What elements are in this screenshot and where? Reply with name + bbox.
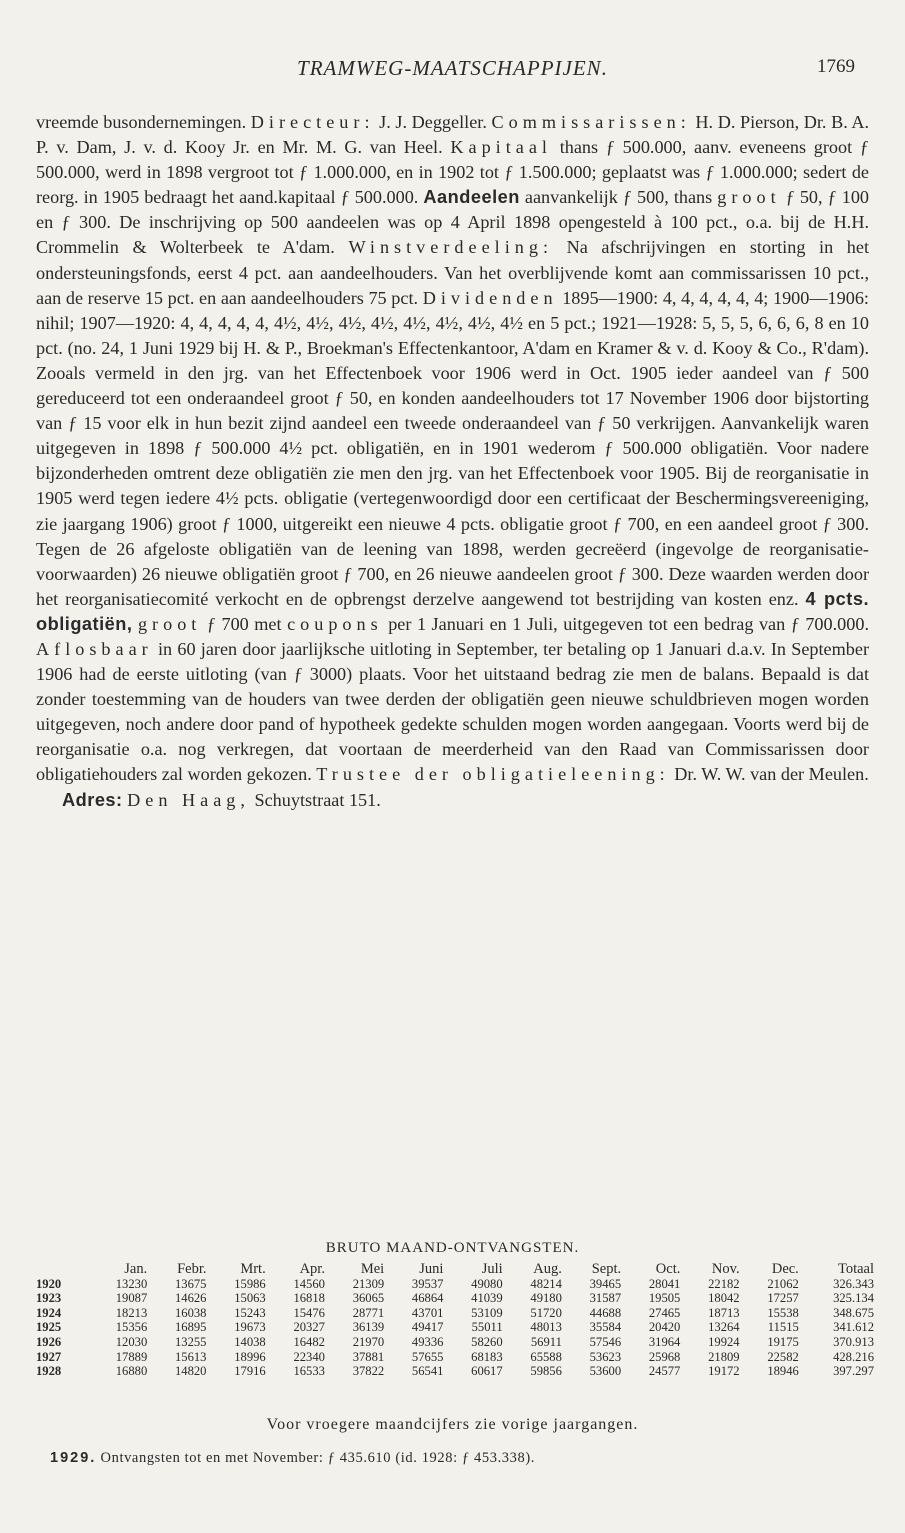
table-cell: 20327 xyxy=(293,1320,325,1335)
table-cell: 48013 xyxy=(530,1320,562,1335)
table-cell: 18946 xyxy=(767,1364,799,1379)
table-cell: 59856 xyxy=(530,1364,562,1379)
table-cell: 326.343 xyxy=(833,1276,874,1291)
table-cell: 41039 xyxy=(471,1291,503,1306)
row-year: 1925 xyxy=(36,1320,62,1335)
column-header: Juli xyxy=(481,1261,503,1277)
column-header: Mei xyxy=(360,1261,385,1277)
table-cell: 43701 xyxy=(411,1305,444,1320)
column-header: Apr. xyxy=(299,1261,325,1277)
table-cell: 13264 xyxy=(708,1320,740,1335)
table-cell: 49080 xyxy=(471,1276,503,1291)
table-cell: 15356 xyxy=(115,1320,148,1335)
table-cell: 28771 xyxy=(352,1305,385,1320)
table-cell: 48214 xyxy=(530,1276,562,1291)
table-cell: 24577 xyxy=(648,1364,681,1379)
table-body xyxy=(34,1277,876,1379)
table-cell: 12030 xyxy=(115,1334,148,1349)
table-cell: 21970 xyxy=(352,1334,385,1349)
table-cell: 22340 xyxy=(293,1349,325,1364)
table-cell: 60617 xyxy=(471,1364,503,1379)
table-cell: 16038 xyxy=(174,1305,207,1320)
column-header: Aug. xyxy=(533,1261,562,1277)
table-cell: 39537 xyxy=(411,1276,444,1291)
table-cell: 18213 xyxy=(115,1305,148,1320)
table-cell: 58260 xyxy=(471,1334,503,1349)
table-cell: 53600 xyxy=(589,1364,622,1379)
table-cell: 16818 xyxy=(293,1291,325,1306)
table-cell: 19673 xyxy=(234,1320,266,1335)
table-cell: 28041 xyxy=(648,1276,681,1291)
table-cell: 18042 xyxy=(708,1291,740,1306)
table-cell: 19505 xyxy=(648,1291,681,1306)
table-cell: 65588 xyxy=(530,1349,562,1364)
keyword-kapitaal: Kapitaal xyxy=(450,137,552,158)
table-cell: 31964 xyxy=(648,1334,681,1349)
table-header-row xyxy=(34,1262,876,1277)
table-cell: 53109 xyxy=(471,1305,503,1320)
table-cell: 37881 xyxy=(352,1349,385,1364)
table-cell: 22182 xyxy=(708,1276,740,1291)
table-row xyxy=(34,1291,876,1306)
table-cell: 16482 xyxy=(293,1334,325,1349)
table-cell: 19172 xyxy=(708,1364,740,1379)
column-header: Jan. xyxy=(124,1261,148,1277)
table-cell: 428.216 xyxy=(833,1349,874,1364)
table-cell: 53623 xyxy=(589,1349,622,1364)
keyword-groot: groot xyxy=(137,613,202,634)
column-header: Sept. xyxy=(591,1261,622,1277)
table-cell: 341.612 xyxy=(833,1320,874,1335)
table-cell: 15476 xyxy=(293,1305,325,1320)
receipts-1929 xyxy=(50,1450,535,1467)
keyword-dividenden: Dividenden xyxy=(422,287,558,308)
column-header: Totaal xyxy=(837,1261,874,1277)
row-year: 1920 xyxy=(36,1276,62,1291)
table-cell: 19175 xyxy=(767,1334,799,1349)
row-year: 1923 xyxy=(36,1291,62,1306)
table-cell: 17916 xyxy=(234,1364,266,1379)
keyword-coupons: coupons xyxy=(287,613,383,634)
body-text xyxy=(36,110,869,813)
main-paragraph xyxy=(36,110,869,788)
keyword-directeur: Directeur: xyxy=(250,112,375,132)
keyword-groot: groot xyxy=(717,187,781,208)
table-cell: 14626 xyxy=(174,1291,207,1306)
table-cell: 49336 xyxy=(411,1334,444,1349)
heading-aandeelen: Aandeelen xyxy=(423,187,520,208)
table-cell: 16880 xyxy=(115,1364,148,1379)
table-cell: 15243 xyxy=(234,1305,266,1320)
keyword-aflosbaar: Aflosbaar xyxy=(36,638,153,659)
text-fragment: Dr. W. W. van der Meulen. xyxy=(674,764,869,785)
table-cell: 36139 xyxy=(352,1320,385,1335)
table-cell: 13255 xyxy=(174,1334,207,1349)
column-header: Nov. xyxy=(711,1261,740,1277)
page-header xyxy=(36,56,869,86)
table-cell: 27465 xyxy=(648,1305,681,1320)
row-year: 1924 xyxy=(36,1305,62,1320)
text-fragment: aanvankelijk ƒ 500, thans xyxy=(524,187,713,208)
receipts-1929-year: 1929. xyxy=(50,1450,97,1466)
revenue-table xyxy=(34,1262,876,1379)
row-year: 1928 xyxy=(36,1364,62,1379)
row-year: 1926 xyxy=(36,1334,62,1349)
heading-obligatien: 4 pcts. obligatiën, xyxy=(36,588,870,634)
table-cell: 397.297 xyxy=(833,1364,874,1379)
column-header: Dec. xyxy=(771,1261,799,1277)
running-title: TRAMWEG-MAATSCHAPPIJEN. xyxy=(297,56,608,80)
text-fragment: per 1 Januari en 1 Juli, uitgegeven tot een bedrag van ƒ 700.000. xyxy=(388,613,869,634)
table-cell: 15063 xyxy=(234,1291,266,1306)
text-fragment: ƒ 700 met xyxy=(206,613,282,634)
table-cell: 14560 xyxy=(293,1276,325,1291)
table-cell: 49417 xyxy=(411,1320,444,1335)
column-header: Juni xyxy=(419,1261,444,1277)
table-cell: 56541 xyxy=(411,1364,444,1379)
table-cell: 17257 xyxy=(767,1291,799,1306)
keyword-commissarissen: Commissarissen: xyxy=(491,112,691,132)
row-year: 1927 xyxy=(36,1349,62,1364)
address-city: Den Haag, xyxy=(127,789,250,810)
table-row xyxy=(34,1364,876,1379)
text-fragment: in 60 jaren door jaarlijksche uitloting in September, ter betaling op 1 Januari d.a.v. In September 1906 had de eerste uitloting (van ƒ 3000) plaats. Voor het uitstaand bedrag zie men de balans. Bepaald is dat zonder toestemming van de houders van twee derden der obligatiën geen nieuwe schuldbrieven mogen worden uitgegeven, noch andere door pand of hypotheek gedekte schulden mogen worden aangegaan. Voorts werd bij de reorganisatie o.a. nog verkregen, dat voortaan de meerderheid van den Raad van Commissarissen door obligatiehouders zal worden gekozen. xyxy=(36,638,869,785)
table-cell: 15986 xyxy=(234,1276,266,1291)
address-line xyxy=(36,788,869,813)
text-fragment: ƒ 50, ƒ 100 en ƒ 300. De inschrijving op 500 aandeelen was op 4 April 1898 opengesteld à 100 pct., o.a. bij de H.H. Crommelin & Wolterbeek te A'dam. xyxy=(36,187,869,258)
table-cell: 44688 xyxy=(589,1305,622,1320)
table-cell: 15538 xyxy=(767,1305,799,1320)
table-cell: 31587 xyxy=(589,1291,622,1306)
table-cell: 49180 xyxy=(530,1291,562,1306)
table-cell: 46864 xyxy=(411,1291,444,1306)
table-cell: 16895 xyxy=(174,1320,207,1335)
table-cell: 21309 xyxy=(352,1276,385,1291)
table-cell: 18713 xyxy=(708,1305,740,1320)
table-cell: 13230 xyxy=(115,1276,148,1291)
table-cell: 22582 xyxy=(767,1349,799,1364)
table-cell: 21062 xyxy=(767,1276,799,1291)
table-footnote: Voor vroegere maandcijfers zie vorige jaargangen. xyxy=(266,1416,639,1433)
keyword-winstverdeeling: Winstverdeeling: xyxy=(348,237,553,258)
table-cell: 14820 xyxy=(174,1364,207,1379)
text-fragment: thans ƒ 500.000, aanv. eveneens groot ƒ 500.000, werd in 1898 vergroot tot ƒ 1.000.000, en in 1902 tot ƒ 1.500.000; geplaatst was ƒ 1.000.000; sedert de reorg. in 1905 bedraagt het aand.kapitaal ƒ 500.000. xyxy=(36,137,869,208)
table-cell: 37822 xyxy=(352,1364,385,1379)
receipts-1929-text: Ontvangsten tot en met November: ƒ 435.610 (id. 1928: ƒ 453.338). xyxy=(100,1450,536,1466)
table-row xyxy=(34,1277,876,1292)
table-cell: 68183 xyxy=(471,1349,503,1364)
text-fragment: J. J. Deggeller. xyxy=(379,112,487,132)
table-cell: 14038 xyxy=(234,1334,266,1349)
table-cell: 51720 xyxy=(530,1305,562,1320)
table-cell: 25968 xyxy=(648,1349,681,1364)
table-row xyxy=(34,1350,876,1365)
table-cell: 19924 xyxy=(708,1334,740,1349)
column-header-year xyxy=(34,1262,90,1277)
table-cell: 325.134 xyxy=(833,1291,874,1306)
table-cell: 19087 xyxy=(115,1291,148,1306)
table-cell: 348.675 xyxy=(833,1305,874,1320)
table-cell: 18996 xyxy=(234,1349,266,1364)
text-fragment: H. D. Pierson, Dr. B. A. P. v. Dam, J. v. d. Kooy Jr. en Mr. M. G. van Heel. xyxy=(36,112,870,158)
column-header: Oct. xyxy=(655,1261,681,1277)
table-cell: 57546 xyxy=(589,1334,622,1349)
table-cell: 55011 xyxy=(471,1320,503,1335)
table-row xyxy=(34,1306,876,1321)
table-cell: 57655 xyxy=(411,1349,444,1364)
table-cell: 35584 xyxy=(589,1320,622,1335)
address-street: Schuytstraat 151. xyxy=(254,789,381,810)
table-row xyxy=(34,1335,876,1350)
keyword-trustee: Trustee der obligatieleening: xyxy=(316,764,670,785)
table-cell: 11515 xyxy=(767,1320,799,1335)
table-cell: 21809 xyxy=(708,1349,740,1364)
table-cell: 15613 xyxy=(174,1349,207,1364)
table-cell: 17889 xyxy=(115,1349,148,1364)
text-fragment: Na afschrijvingen en storting in het ondersteuningsfonds, eerst 4 pct. aan aandeelhouders. Van het overblijvende komt aan commissarissen 10 pct., aan de reserve 15 pct. en aan aandeelhouders 75 pct. xyxy=(36,237,869,308)
page-number: 1769 xyxy=(817,56,855,77)
table-cell: 56911 xyxy=(530,1334,562,1349)
table-row xyxy=(34,1320,876,1335)
text-fragment: 1895—1900: 4, 4, 4, 4, 4, 4; 1900—1906: nihil; 1907—1920: 4, 4, 4, 4, 4, 4½, 4½, 4½, 4½, 4½, 4½, 4½, 4½ en 5 pct.; 1921—1928: 5, 5, 5, 6, 6, 6, 8 en 10 pct. (no. 24, 1 Juni 1929 bij H. & P., Broekman's Effectenkantoor, A'dam en Kramer & v. d. Kooy & Co., R'dam). Zooals vermeld in den jrg. van het Effectenboek voor 1906 werd in Oct. 1905 ieder aandeel van ƒ 500 gereduceerd tot een onderaandeel groot ƒ 50, en konden aandeelhouders tot 17 November 1906 door bijstorting van ƒ 15 voor elk in hun bezit zijnd aandeel een tweede onderaandeel van ƒ 50 verkrijgen. Aanvankelijk waren uitgegeven in 1898 ƒ 500.000 4½ pct. obligatiën, en in 1901 wederom ƒ 500.000 obligatiën. Voor nadere bijzonderheden omtrent deze obligatiën zie men den jrg. van het Effectenboek voor 1905. Bij de reorganisatie in 1905 werd tegen iedere 4½ pcts. obligatie (vertegenwoordigd door een certificaat der Beschermingsvereeniging, zie jaargang 1906) groot ƒ 1000, uitgereikt een nieuwe 4 pcts. obligatie groot ƒ 700, en een aandeel groot ƒ 300. Tegen de 26 afgeloste obligatiën van de leening van 1898, werden gecreëerd (ingevolge de reorganisatie-voorwaarden) 26 nieuwe obligatiën groot ƒ 700, en 26 nieuwe aandeelen groot ƒ 300. Deze waarden werden door het reorganisatiecomité verkocht en de opbrengst derzelve aangewend tot bestrijding van kosten enz. xyxy=(36,287,869,609)
table-cell: 370.913 xyxy=(833,1334,874,1349)
address-label: Adres: xyxy=(62,789,123,810)
table-cell: 39465 xyxy=(589,1276,622,1291)
column-header: Mrt. xyxy=(240,1261,266,1277)
table-cell: 16533 xyxy=(293,1364,325,1379)
table-cell: 36065 xyxy=(352,1291,385,1306)
table-title: BRUTO MAAND-ONTVANGSTEN. xyxy=(325,1240,580,1256)
table-cell: 13675 xyxy=(174,1276,207,1291)
table-cell: 20420 xyxy=(648,1320,681,1335)
text-fragment: vreemde busondernemingen. xyxy=(36,112,247,132)
column-header: Febr. xyxy=(177,1261,207,1277)
